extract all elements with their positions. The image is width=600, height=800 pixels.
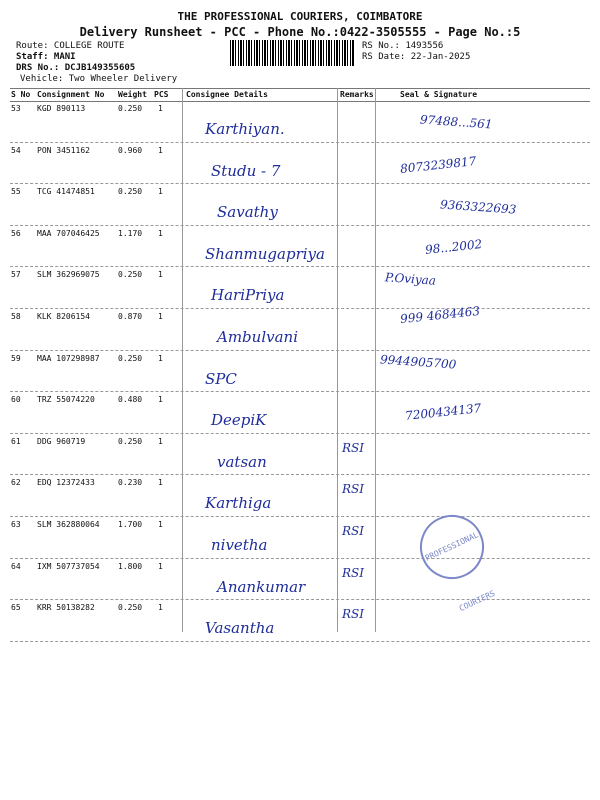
- signature-handwriting: P.Oviyaa: [384, 270, 437, 288]
- row-pcs: 1: [158, 145, 163, 155]
- drs-number: DRS No.: DCJB149355605: [16, 63, 136, 73]
- row-pcs: 1: [158, 270, 163, 280]
- consignee-handwriting: SPC: [205, 369, 237, 388]
- row-weight: 0.250: [118, 104, 143, 113]
- col-seal: Seal & Signature: [400, 90, 478, 99]
- row-pcs: 1: [158, 478, 163, 488]
- consignee-handwriting: DeepiK: [211, 411, 267, 430]
- row-consignment: DDG 960719: [37, 436, 86, 446]
- consignee-handwriting: HariPriya: [211, 286, 285, 305]
- barcode: [230, 40, 354, 66]
- consignee-handwriting: Savathy: [217, 203, 278, 222]
- row-sno: 64: [11, 561, 21, 571]
- row-weight: 0.960: [118, 145, 143, 155]
- row-pcs: 1: [158, 603, 163, 613]
- rs-number: RS No.: 1493556: [362, 41, 444, 51]
- courier-stamp: PROFESSIONAL COURIERS: [409, 504, 494, 589]
- row-sno: 62: [11, 478, 21, 488]
- row-consignment: EDQ 12372433: [37, 478, 95, 488]
- row-consignment: KLK 8206154: [37, 312, 90, 321]
- row-consignment: PON 3451162: [37, 145, 90, 155]
- remark-handwriting: RSI: [342, 440, 364, 455]
- runsheet-title: Delivery Runsheet - PCC - Phone No.:0422-3505555 - Page No.:5: [79, 25, 521, 39]
- row-consignment: MAA 707046425: [37, 228, 100, 238]
- col-consignment: Consignment No: [37, 90, 105, 99]
- row-pcs: 1: [158, 228, 163, 238]
- row-consignment: IXM 507737054: [37, 561, 100, 571]
- row-weight: 0.250: [118, 436, 143, 446]
- remark-handwriting: RSI: [342, 565, 364, 580]
- row-consignment: KGD 890113: [37, 104, 86, 113]
- table-row: [10, 350, 590, 393]
- remark-handwriting: RSI: [342, 607, 364, 622]
- consignee-handwriting: nivetha: [211, 536, 268, 554]
- table-row: [10, 599, 590, 642]
- consignee-handwriting: Studu - 7: [211, 161, 281, 180]
- staff-label: Staff: MANI: [16, 52, 76, 62]
- row-consignment: KRR 50138282: [37, 603, 95, 613]
- route-label: Route: COLLEGE ROUTE: [16, 41, 125, 51]
- remark-handwriting: RSI: [342, 524, 364, 538]
- col-pcs: PCS: [154, 90, 169, 99]
- row-consignment: SLM 362969075: [37, 270, 100, 280]
- row-sno: 65: [11, 603, 21, 613]
- row-pcs: 1: [158, 353, 163, 363]
- row-weight: 0.230: [118, 478, 143, 488]
- table-row: [10, 474, 590, 517]
- row-sno: 59: [11, 353, 21, 363]
- row-sno: 53: [11, 104, 21, 113]
- col-sno: S No: [11, 90, 31, 99]
- row-pcs: 1: [158, 561, 163, 571]
- row-weight: 1.700: [118, 520, 143, 529]
- table-row: [10, 391, 590, 434]
- row-sno: 57: [11, 270, 21, 280]
- row-sno: 61: [11, 436, 21, 446]
- consignee-handwriting: Vasantha: [205, 619, 275, 638]
- signature-handwriting: 9944905700: [379, 352, 457, 372]
- table-row: [10, 433, 590, 476]
- table-row: [10, 266, 590, 309]
- col-remarks: Remarks: [340, 90, 374, 99]
- row-weight: 1.800: [118, 561, 143, 571]
- row-pcs: 1: [158, 395, 163, 405]
- row-consignment: MAA 107298987: [37, 353, 100, 363]
- row-weight: 0.250: [118, 187, 143, 197]
- row-pcs: 1: [158, 312, 163, 321]
- consignee-handwriting: Anankumar: [217, 577, 306, 596]
- signature-handwriting: 8073239817: [399, 154, 477, 176]
- remark-handwriting: RSI: [342, 482, 364, 497]
- row-pcs: 1: [158, 187, 163, 197]
- signature-handwriting: 98...2002: [424, 237, 483, 257]
- row-weight: 0.250: [118, 270, 143, 280]
- row-sno: 60: [11, 395, 21, 405]
- consignee-handwriting: Shanmugapriya: [205, 244, 325, 263]
- row-sno: 56: [11, 228, 21, 238]
- row-weight: 0.870: [118, 312, 143, 321]
- row-consignment: TRZ 55074220: [37, 395, 95, 405]
- consignee-handwriting: Ambulvani: [217, 328, 298, 346]
- signature-handwriting: 7200434137: [404, 401, 482, 423]
- vehicle-label: Vehicle: Two Wheeler Delivery: [20, 74, 178, 84]
- row-weight: 0.250: [118, 353, 143, 363]
- row-sno: 63: [11, 520, 21, 529]
- row-weight: 0.480: [118, 395, 143, 405]
- signature-handwriting: 97488...561: [419, 112, 493, 132]
- row-sno: 58: [11, 312, 21, 321]
- row-consignment: SLM 362880064: [37, 520, 100, 529]
- col-consignee: Consignee Details: [186, 90, 268, 99]
- signature-handwriting: 9363322693: [439, 197, 517, 217]
- row-pcs: 1: [158, 520, 163, 529]
- row-pcs: 1: [158, 104, 163, 113]
- row-consignment: TCG 41474851: [37, 187, 95, 197]
- col-weight: Weight: [118, 90, 147, 99]
- consignee-handwriting: Karthiga: [205, 494, 272, 513]
- company-title: THE PROFESSIONAL COURIERS, COIMBATORE: [177, 10, 423, 23]
- table-row: [10, 142, 590, 185]
- row-weight: 0.250: [118, 603, 143, 613]
- rs-date: RS Date: 22-Jan-2025: [362, 52, 471, 62]
- row-pcs: 1: [158, 436, 163, 446]
- row-sno: 55: [11, 187, 21, 197]
- signature-handwriting: 999 4684463: [399, 303, 481, 327]
- consignee-handwriting: vatsan: [217, 452, 267, 471]
- table-row: [10, 100, 590, 143]
- table-row: [10, 308, 590, 351]
- row-sno: 54: [11, 145, 21, 155]
- table-row: [10, 516, 590, 559]
- row-weight: 1.170: [118, 228, 143, 238]
- consignee-handwriting: Karthiyan.: [205, 120, 285, 138]
